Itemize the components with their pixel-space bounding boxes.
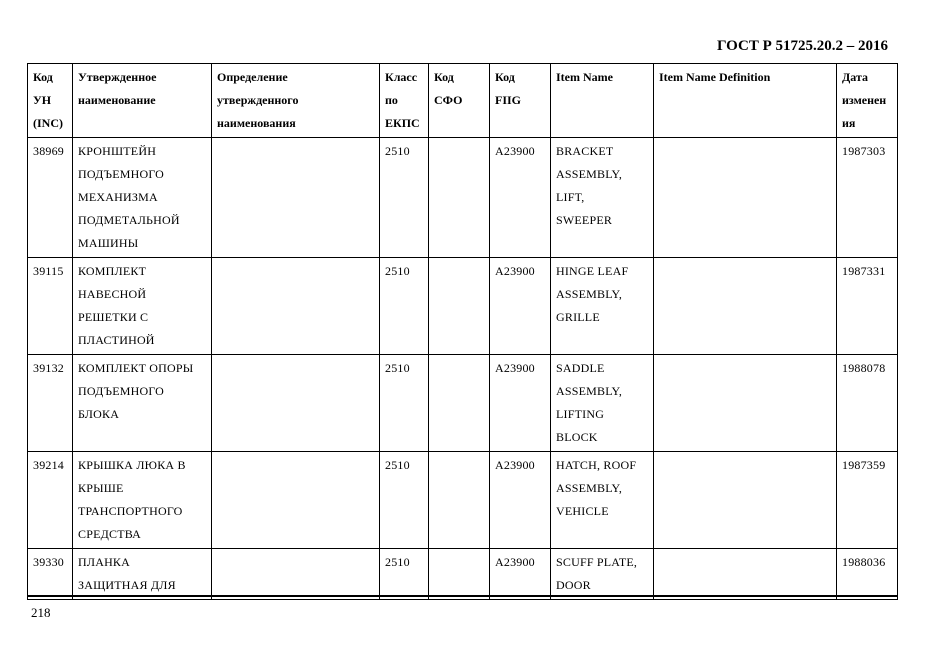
cell-ekps-class: 2510	[380, 355, 429, 452]
cell-code: 39115	[28, 258, 73, 355]
cell-item-name-definition	[654, 549, 837, 600]
cell-approved-name: КОМПЛЕКТ НАВЕСНОЙ РЕШЕТКИ С ПЛАСТИНОЙ	[73, 258, 212, 355]
cell-ekps-class: 2510	[380, 138, 429, 258]
table-bottom-rule	[27, 595, 897, 597]
cell-definition	[212, 138, 380, 258]
cell-change-date: 1987359	[837, 452, 898, 549]
cell-sfo-code	[429, 258, 490, 355]
cell-fiig-code: A23900	[490, 138, 551, 258]
cell-change-date: 1987331	[837, 258, 898, 355]
col-header-sfo-code: Код СФО	[429, 64, 490, 138]
cell-item-name-definition	[654, 355, 837, 452]
cell-fiig-code: A23900	[490, 258, 551, 355]
cell-code: 39132	[28, 355, 73, 452]
cell-item-name: BRACKET ASSEMBLY, LIFT, SWEEPER	[551, 138, 654, 258]
cell-item-name: HATCH, ROOF ASSEMBLY, VEHICLE	[551, 452, 654, 549]
page-number: 218	[31, 605, 51, 620]
cell-code: 38969	[28, 138, 73, 258]
cell-sfo-code	[429, 138, 490, 258]
cell-item-name: HINGE LEAF ASSEMBLY, GRILLE	[551, 258, 654, 355]
cell-approved-name: ПЛАНКА ЗАЩИТНАЯ ДЛЯ	[73, 549, 212, 600]
cell-sfo-code	[429, 355, 490, 452]
cell-fiig-code: A23900	[490, 355, 551, 452]
cell-definition	[212, 452, 380, 549]
cell-ekps-class: 2510	[380, 452, 429, 549]
cell-sfo-code	[429, 549, 490, 600]
cell-item-name-definition	[654, 138, 837, 258]
cell-ekps-class: 2510	[380, 258, 429, 355]
col-header-ekps-class: Класс по ЕКПС	[380, 64, 429, 138]
document-header: ГОСТ Р 51725.20.2 – 2016	[716, 38, 888, 54]
cell-code: 39214	[28, 452, 73, 549]
table-row	[28, 258, 898, 355]
item-name-table	[27, 63, 898, 600]
cell-approved-name: КРЫШКА ЛЮКА В КРЫШЕ ТРАНСПОРТНОГО СРЕДСТВА	[73, 452, 212, 549]
cell-item-name: SADDLE ASSEMBLY, LIFTING BLOCK	[551, 355, 654, 452]
table-header-row	[28, 64, 898, 138]
cell-approved-name: КОМПЛЕКТ ОПОРЫ ПОДЪЕМНОГО БЛОКА	[73, 355, 212, 452]
cell-approved-name: КРОНШТЕЙН ПОДЪЕМНОГО МЕХАНИЗМА ПОДМЕТАЛЬНОЙ МАШИНЫ	[73, 138, 212, 258]
cell-definition	[212, 549, 380, 600]
cell-change-date: 1988078	[837, 355, 898, 452]
cell-ekps-class: 2510	[380, 549, 429, 600]
col-header-item-name: Item Name	[551, 64, 654, 138]
table-row	[28, 355, 898, 452]
col-header-definition: Определение утвержденного наименования	[212, 64, 380, 138]
table-row	[28, 452, 898, 549]
cell-change-date: 1988036	[837, 549, 898, 600]
cell-fiig-code: A23900	[490, 549, 551, 600]
cell-fiig-code: A23900	[490, 452, 551, 549]
col-header-code: Код УН (INC)	[28, 64, 73, 138]
col-header-item-name-definition: Item Name Definition	[654, 64, 837, 138]
col-header-approved-name: Утвержденное наименование	[73, 64, 212, 138]
cell-change-date: 1987303	[837, 138, 898, 258]
cell-item-name: SCUFF PLATE, DOOR	[551, 549, 654, 600]
table-row	[28, 549, 898, 600]
table-row	[28, 138, 898, 258]
col-header-change-date: Дата изменен ия	[837, 64, 898, 138]
cell-definition	[212, 355, 380, 452]
cell-item-name-definition	[654, 452, 837, 549]
cell-code: 39330	[28, 549, 73, 600]
cell-definition	[212, 258, 380, 355]
cell-item-name-definition	[654, 258, 837, 355]
cell-sfo-code	[429, 452, 490, 549]
col-header-fiig-code: Код FIIG	[490, 64, 551, 138]
